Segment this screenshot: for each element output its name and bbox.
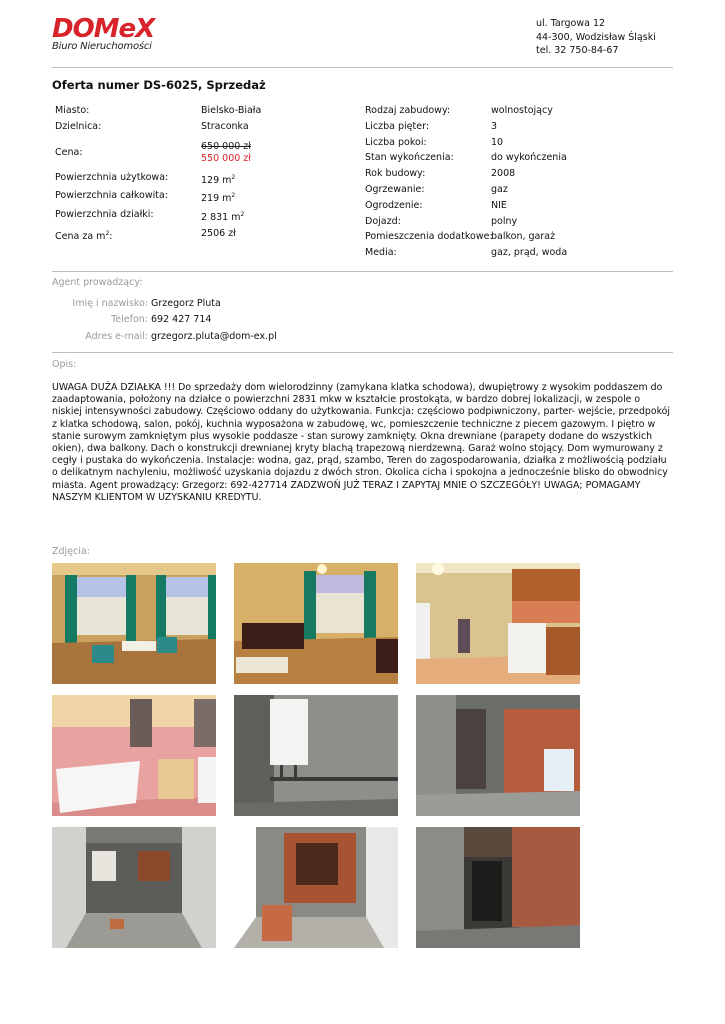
detail-row-price	[55, 137, 261, 170]
agent-name: Grzegorz Pluta	[151, 298, 221, 309]
detail-label: Dzielnica:	[55, 120, 102, 132]
kitchen-image	[416, 563, 580, 684]
detail-value: do wykończenia	[491, 152, 567, 164]
detail-label: Powierzchnia działki:	[55, 209, 154, 221]
detail-value	[201, 188, 235, 207]
detail-row-right	[365, 229, 567, 245]
detail-label: Media:	[365, 247, 397, 259]
photo-unfinished-hall[interactable]	[52, 827, 216, 948]
agent-divider	[52, 352, 673, 353]
detail-row-city	[55, 103, 261, 119]
agent-phone-label: Telefon:	[111, 314, 148, 326]
photo-bathroom[interactable]	[52, 695, 216, 816]
agent-section-label: Agent prowadzący:	[52, 277, 143, 288]
photo-unfinished-window[interactable]	[234, 827, 398, 948]
detail-row-right	[365, 166, 567, 182]
price-per-m2-label: Cena za m	[55, 230, 106, 242]
agent-info	[52, 296, 277, 345]
detail-label: Liczba pokoi:	[365, 136, 427, 148]
detail-row-district	[55, 119, 261, 135]
detail-label: Miasto:	[55, 105, 90, 116]
unfinished-hall-image	[52, 827, 216, 948]
detail-row-right	[365, 103, 567, 119]
photo-boiler-room[interactable]	[234, 695, 398, 816]
unfinished-window-image	[234, 827, 398, 948]
detail-value: Straconka	[201, 120, 249, 132]
detail-value: 2008	[491, 168, 516, 180]
total-area-value: 219 m	[201, 193, 232, 205]
detail-label	[55, 226, 201, 245]
agent-phone: 692 427 714	[151, 314, 212, 326]
superscript: 2	[231, 173, 236, 181]
label-colon: :	[109, 230, 113, 242]
agent-name-label: Imię i nazwisko:	[72, 298, 148, 309]
detail-value: polny	[491, 215, 518, 227]
price-values	[201, 141, 251, 165]
detail-label: Powierzchnia całkowita:	[55, 190, 168, 202]
sofa-room-image	[234, 563, 398, 684]
photo-dark-basement[interactable]	[416, 827, 580, 948]
details-left	[55, 103, 261, 245]
detail-label: Stan wykończenia:	[365, 152, 454, 164]
raw-brick-room-image	[416, 695, 580, 816]
detail-value: wolnostojący	[491, 105, 553, 116]
company-logo	[52, 14, 154, 52]
detail-label: Rok budowy:	[365, 168, 426, 180]
agent-email-label: Adres e-mail:	[85, 330, 148, 342]
superscript: 2	[240, 211, 245, 219]
photo-raw-brick-room[interactable]	[416, 695, 580, 816]
address-phone: tel. 32 750-84-67	[536, 45, 619, 57]
detail-row-right	[365, 198, 567, 214]
agent-email-row	[52, 329, 277, 345]
photos-section-label: Zdjęcia:	[52, 546, 90, 557]
detail-row-usable-area	[55, 170, 261, 189]
detail-label: Ogrzewanie:	[365, 183, 425, 195]
company-address	[536, 17, 656, 58]
detail-row-plot-area	[55, 207, 261, 226]
detail-row-right	[365, 150, 567, 166]
detail-row-right	[365, 119, 567, 135]
detail-value: balkon, garaż	[491, 231, 556, 243]
detail-row-price-per-m2	[55, 226, 261, 245]
agent-name-row	[52, 296, 277, 312]
photo-sofa-room[interactable]	[234, 563, 398, 684]
details-right	[365, 103, 567, 261]
detail-value: 10	[491, 136, 504, 148]
agent-phone-row	[52, 312, 277, 328]
logo-wordmark: DOMeX	[52, 14, 155, 44]
superscript: 2	[231, 192, 236, 200]
detail-value: 2506 zł	[201, 227, 236, 239]
description-text: UWAGA DUŻA DZIAŁKA !!! Do sprzedaży dom wielorodzinny (zamykana klatka schodowa), dwupiętrowy z wysokim poddaszem do zaadaptowania, położony na działce o powierzchni 2831 mkw w kształcie prostokąta, w bardzo dobrej lokalizacji, w zespole o niskiej intensywności zabudowy. Częściowo oddany do użytkowania. Funkcja: częściowo podpiwniczony, parter- wejście, przedpokój z klatka schodową, salon, pokój, kuchnia wyposażona w zabudowę, wc, pomieszczenie techniczne z piecem gazowym. I piętro w stanie surowym zamkniętym plus wysokie poddasze - stan surowy zamknięty. Okna drewniane (parapety dodane do wszystkich okien), dwa balkony. Dach o konstrukcji drewnianej kryty blachą trapezową nierdzewną. Garaż wolno stojący. Dom wymurowany z cegły i pustaka do wykończenia. Instalacje: wodna, gaz, prąd, szambo, Teren do zagospodarowania, działka z możliwością podziału o delikatnym nachyleniu, możliwość uzyskania dojazdu z dwóch stron. Okolica cicha i spokojna a jednocześnie blisko do obwodnicy miasta. Agent prowadzący: Grzegorz: 692-427714 ZADZWOŃ JUŻ TERAZ I ZAPYTAJ MNIE O SZCZEGÓŁY! UWAGA; POMAGAMY NASZYM KLIENTOM W UZYSKANIU KREDYTU.	[52, 382, 671, 503]
detail-row-right	[365, 135, 567, 151]
boiler-room-image	[234, 695, 398, 816]
usable-area-value: 129 m	[201, 174, 232, 186]
bathroom-image	[52, 695, 216, 816]
detail-value: gaz, prąd, woda	[491, 247, 568, 259]
detail-label: Liczba pięter:	[365, 120, 430, 132]
detail-value	[201, 207, 244, 226]
detail-row-total-area	[55, 188, 261, 207]
detail-label: Powierzchnia użytkowa:	[55, 171, 169, 183]
superscript: 2	[105, 229, 110, 237]
detail-label: Cena:	[55, 147, 83, 159]
living-room-image	[52, 563, 216, 684]
address-city: 44-300, Wodzisław Śląski	[536, 31, 656, 43]
detail-value	[201, 170, 235, 189]
detail-row-right	[365, 245, 567, 261]
detail-value: 3	[491, 120, 498, 132]
detail-label: Dojazd:	[365, 215, 401, 227]
details-divider	[52, 271, 673, 272]
offer-title: Oferta numer DS-6025, Sprzedaż	[52, 78, 266, 92]
photo-kitchen[interactable]	[416, 563, 580, 684]
photo-living-room[interactable]	[52, 563, 216, 684]
agent-email: grzegorz.pluta@dom-ex.pl	[151, 330, 277, 342]
detail-label: Rodzaj zabudowy:	[365, 105, 451, 116]
dark-basement-image	[416, 827, 580, 948]
description-section-label: Opis:	[52, 359, 77, 370]
detail-value: NIE	[491, 199, 507, 211]
detail-value: gaz	[491, 183, 508, 195]
logo-subtitle: Biuro Nieruchomości	[52, 41, 152, 52]
detail-row-right	[365, 182, 567, 198]
detail-label: Pomieszczenia dodatkowe:	[365, 231, 493, 243]
address-street: ul. Targowa 12	[536, 18, 606, 29]
plot-area-value: 2 831 m	[201, 212, 241, 224]
new-price: 550 000 zł	[201, 153, 251, 165]
old-price: 650 000 zł	[201, 141, 251, 153]
header-divider	[52, 67, 673, 68]
detail-label: Ogrodzenie:	[365, 199, 423, 211]
page-header	[52, 14, 673, 68]
detail-value: Bielsko-Biała	[201, 105, 262, 116]
detail-row-right	[365, 214, 567, 230]
